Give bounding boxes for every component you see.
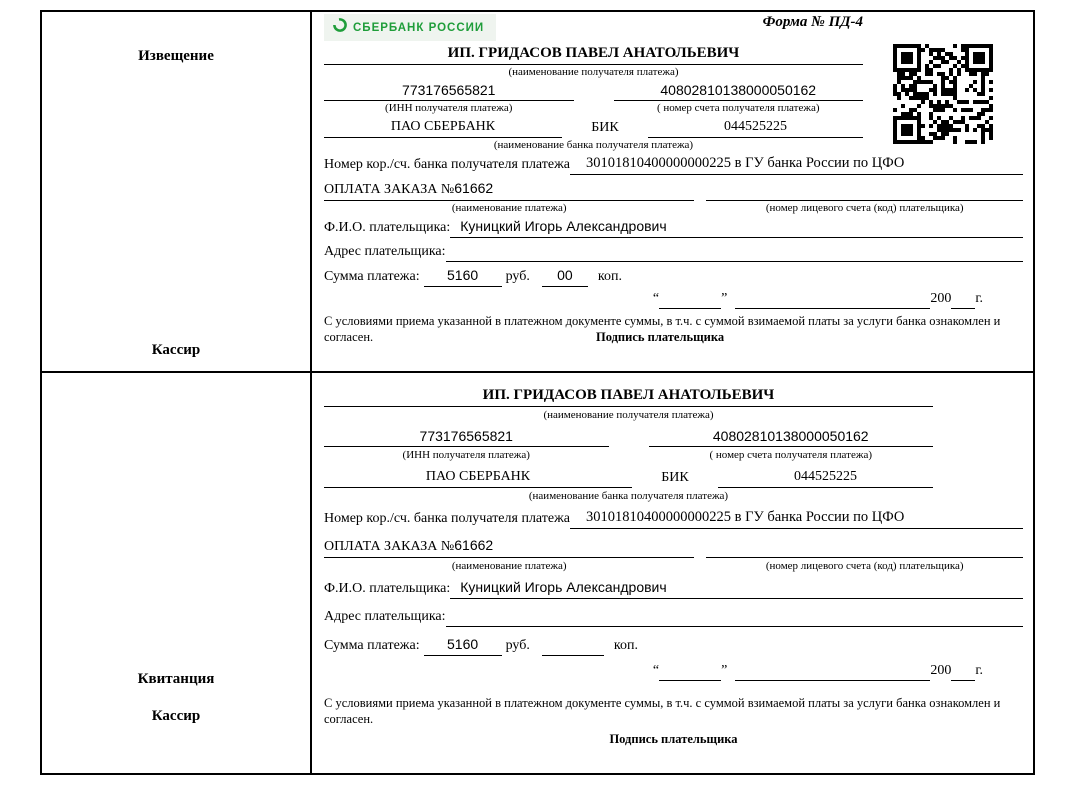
payment-name-label: ОПЛАТА ЗАКАЗА № (324, 182, 455, 197)
form-frame (40, 10, 1035, 775)
payer-name-label: Ф.И.О. плательщика: (324, 220, 451, 235)
account-caption: ( номер счета получателя платежа) (657, 102, 820, 114)
notice-section (42, 12, 1033, 373)
amount-row (324, 265, 1023, 287)
account-field: 40802810138000050162 (614, 80, 864, 101)
rub-label: руб. (505, 638, 530, 653)
payer-address-label: Адрес плательщика: (324, 244, 446, 259)
bik-field: 044525225 (718, 466, 933, 488)
personal-account-caption: (номер лицевого счета (код) плательщика) (765, 202, 964, 214)
inn-field: 773176565821 (324, 80, 574, 101)
agreement-block (324, 313, 1023, 346)
year-suffix: г. (975, 663, 983, 678)
date-line (324, 289, 983, 309)
amount-label: Сумма платежа: (324, 638, 420, 653)
payer-name-field: Куницкий Игорь Александрович (450, 577, 1023, 599)
payer-address-field (446, 626, 1023, 627)
amount-row (324, 634, 1023, 656)
payer-name-field: Куницкий Игорь Александрович (450, 216, 1023, 238)
corr-label: Номер кор./сч. банка получателя платежа (324, 511, 570, 526)
agreement-text: С условиями приема указанной в платежном документе суммы, в т.ч. с суммой взимаемой платы за услуги банка ознакомлен и согласен. (324, 696, 1001, 727)
rub-label: руб. (505, 269, 530, 284)
sberbank-logo-icon (332, 17, 348, 38)
kop-label: коп. (613, 638, 638, 653)
payment-caption: (наименование платежа) (451, 202, 567, 214)
date-line (324, 661, 983, 681)
date-month-field (735, 680, 930, 681)
payer-address-row (324, 241, 1023, 262)
amount-label: Сумма платежа: (324, 269, 420, 284)
payment-name-row (324, 178, 1023, 201)
amount-kop-field (542, 655, 604, 656)
receipt-label: Квитанция (137, 671, 215, 687)
bik-field: 044525225 (648, 116, 863, 138)
payer-address-label: Адрес плательщика: (324, 609, 446, 624)
receipt-form-body (312, 373, 1033, 773)
recipient-caption: (наименование получателя платежа) (543, 409, 714, 421)
date-day-field (659, 680, 721, 681)
year-prefix: 200 (930, 291, 952, 306)
notice-label: Извещение (138, 48, 214, 64)
agreement-block (324, 695, 1023, 747)
bank-caption: (наименование банка получателя платежа) (493, 139, 694, 151)
bik-label: БИК (591, 120, 619, 135)
year-suffix: г. (975, 291, 983, 306)
sberbank-logo (324, 14, 496, 41)
payer-name-row (324, 216, 1023, 238)
inn-field: 773176565821 (324, 426, 609, 447)
recipient-caption: (наименование получателя платежа) (508, 66, 679, 78)
bik-label: БИК (661, 470, 689, 485)
personal-account-caption: (номер лицевого счета (код) плательщика) (765, 560, 964, 572)
date-year-field (951, 680, 975, 681)
payer-name-label: Ф.И.О. плательщика: (324, 581, 451, 596)
sberbank-logo-text: СБЕРБАНК РОССИИ (353, 21, 485, 34)
payer-name-row (324, 577, 1023, 599)
payment-name-label: ОПЛАТА ЗАКАЗА № (324, 539, 455, 554)
receipt-left-column (42, 373, 312, 773)
agreement-text: С условиями приема указанной в платежном документе суммы, в т.ч. с суммой взимаемой платы за услуги банка ознакомлен и согласен. (324, 314, 1001, 345)
signature-label: Подпись плательщика (609, 731, 738, 746)
amount-kop-field: 00 (542, 265, 588, 287)
corr-account-row (324, 153, 1023, 175)
amount-rub-field: 5160 (424, 634, 502, 656)
bank-name-field: ПАО СБЕРБАНК (324, 466, 632, 488)
date-day-field (659, 308, 721, 309)
signature-label: Подпись плательщика (596, 329, 725, 344)
year-prefix: 200 (930, 663, 952, 678)
qr-code (893, 44, 993, 144)
date-month-field (735, 308, 930, 309)
payer-address-field (446, 261, 1023, 262)
notice-left-column (42, 12, 312, 371)
form-title: Форма № ПД-4 (762, 14, 863, 30)
account-field: 40802810138000050162 (649, 426, 934, 447)
personal-account-field (706, 557, 1023, 558)
open-quote: “ (652, 663, 660, 678)
inn-caption: (ИНН получателя платежа) (402, 449, 530, 461)
date-year-field (951, 308, 975, 309)
cashier-label: Кассир (151, 342, 201, 358)
personal-account-field (706, 200, 1023, 201)
payer-address-row (324, 606, 1023, 627)
bank-caption: (наименование банка получателя платежа) (528, 490, 729, 502)
receipt-section (42, 373, 1033, 773)
cashier-label: Кассир (151, 708, 201, 724)
close-quote: ” (721, 291, 728, 306)
payment-caption: (наименование платежа) (451, 560, 567, 572)
inn-caption: (ИНН получателя платежа) (385, 102, 513, 114)
corr-account-row (324, 507, 1023, 529)
notice-form-body (312, 12, 1033, 371)
bank-name-field: ПАО СБЕРБАНК (324, 116, 562, 138)
corr-value-field: 30101810400000000225 в ГУ банка России по ЦФО (570, 507, 1023, 529)
close-quote: ” (721, 663, 728, 678)
open-quote: “ (652, 291, 660, 306)
amount-rub-field: 5160 (424, 265, 502, 287)
payment-name-row (324, 535, 1023, 558)
recipient-name-field: ИП. ГРИДАСОВ ПАВЕЛ АНАТОЛЬЕВИЧ (324, 45, 863, 65)
kop-label: коп. (597, 269, 622, 284)
corr-value-field: 30101810400000000225 в ГУ банка России по ЦФО (570, 153, 1023, 175)
recipient-name-field: ИП. ГРИДАСОВ ПАВЕЛ АНАТОЛЬЕВИЧ (324, 387, 933, 407)
corr-label: Номер кор./сч. банка получателя платежа (324, 157, 570, 172)
order-number: 61662 (454, 537, 494, 553)
order-number: 61662 (454, 180, 494, 196)
account-caption: ( номер счета получателя платежа) (709, 449, 872, 461)
